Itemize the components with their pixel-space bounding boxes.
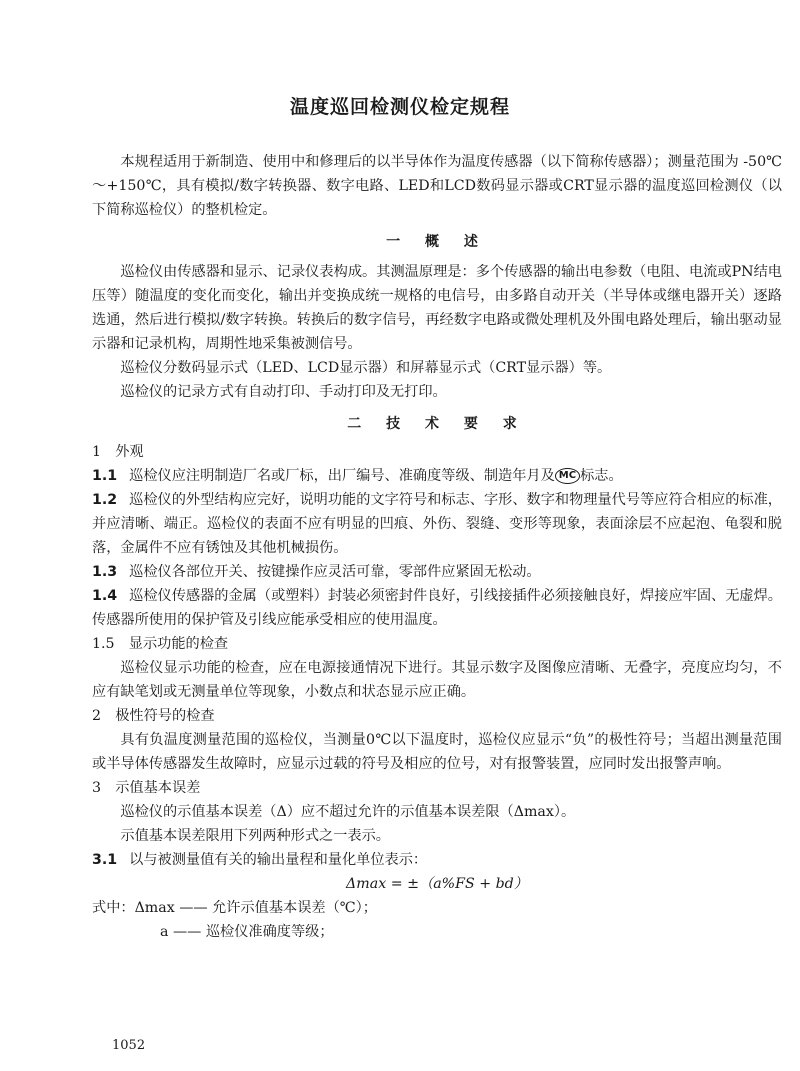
page-number: 1052: [112, 1038, 146, 1053]
item-3-heading: 3 示值基本误差: [92, 780, 201, 796]
section-heading-overview: 一 概 述: [386, 234, 488, 250]
item-1-2: [92, 488, 782, 560]
item-number: 1.4: [92, 588, 118, 604]
mc-mark-icon: MC: [555, 468, 580, 484]
overview-paragraph-1: 巡检仪由传感器和显示、记录仪表构成。其测温原理是：多个传感器的输出电参数（电阻、电流或PN结电压等）随温度的变化而变化，输出并变换成统一规格的电信号，由多路自动开关（半导体或继电器开关）逐路选通，然后进行模拟/数字转换。转换后的数字信号，再经数字电路或微处理机及外围电路处理后，输出驱动显示器和记录机构，周期性地采集被测信号。: [92, 264, 782, 352]
item-text: 巡检仪传感器的金属（或塑料）封装必须密封件良好，引线接插件必须接触良好，焊接应牢固、无虚焊。传感器所使用的保护管及引线应能承受相应的使用温度。: [92, 588, 782, 628]
item-3-1: [92, 848, 782, 872]
item-number: 1.2: [92, 492, 118, 508]
document-title: 温度巡回检测仪检定规程: [289, 96, 510, 118]
document-body: [92, 150, 782, 944]
item-number: 1.1: [92, 468, 118, 484]
formula: Δmax = ±（a%FS + bd）: [346, 876, 528, 892]
intro-paragraph: 本规程适用于新制造、使用中和修理后的以半导体作为温度传感器（以下简称传感器）；测量范围为 -50℃～+150℃，具有模拟/数字转换器、数字电路、LED和LCD数码显示器或CRT显示器的温度巡回检测仪（以下简称巡检仪）的整机检定。: [92, 154, 782, 218]
item-2-heading: 2 极性符号的检查: [92, 708, 215, 724]
overview-paragraph-3: 巡检仪的记录方式有自动打印、手动打印及无打印。: [120, 384, 447, 400]
formula-where-line: 式中：Δmax —— 允许示值基本误差（℃）；: [92, 900, 377, 916]
item-text-tail: 标志。: [580, 468, 623, 484]
item-1-1: [92, 464, 782, 488]
item-1-4: [92, 584, 782, 632]
item-1-5-heading: 1.5 显示功能的检查: [92, 636, 229, 652]
item-3-paragraph-2: 示值基本误差限用下列两种形式之一表示。: [120, 828, 390, 844]
item-text: 以与被测量值有关的输出量程和量化单位表示：: [129, 852, 428, 868]
formula-a-line: a —— 巡检仪准确度等级；: [160, 924, 334, 940]
item-2-paragraph: 具有负温度测量范围的巡检仪，当测量0℃以下温度时，巡检仪应显示“负”的极性符号；当超出测量范围或半导体传感器发生故障时，应显示过载的符号及相应的位号，对有报警装置，应同时发出报警声响。: [92, 732, 782, 772]
item-1-heading: 1 外观: [92, 444, 144, 460]
section-heading-technical: 二 技 术 要 求: [347, 416, 527, 432]
item-number: 3.1: [92, 852, 118, 868]
item-1-5-paragraph: 巡检仪显示功能的检查，应在电源接通情况下进行。其显示数字及图像应清晰、无叠字，亮度应均匀，不应有缺笔划或无测量单位等现象，小数点和状态显示应正确。: [92, 660, 782, 700]
overview-paragraph-2: 巡检仪分数码显示式（LED、LCD显示器）和屏幕显示式（CRT显示器）等。: [120, 360, 612, 376]
item-text: 巡检仪各部位开关、按键操作应灵活可靠，零部件应紧固无松动。: [129, 564, 541, 580]
item-text: 巡检仪的外型结构应完好，说明功能的文字符号和标志、字形、数字和物理量代号等应符合相应的标准，并应清晰、端正。巡检仪的表面不应有明显的凹痕、外伤、裂缝、变形等现象，表面涂层不应起泡、龟裂和脱落，金属件不应有锈蚀及其他机械损伤。: [92, 492, 782, 556]
item-1-3: [92, 560, 782, 584]
item-number: 1.3: [92, 564, 118, 580]
item-3-paragraph-1: 巡检仪的示值基本误差（Δ）应不超过允许的示值基本误差限（Δmax）。: [120, 804, 576, 820]
item-text: 巡检仪应注明制造厂名或厂标，出厂编号、准确度等级、制造年月及: [129, 468, 555, 484]
